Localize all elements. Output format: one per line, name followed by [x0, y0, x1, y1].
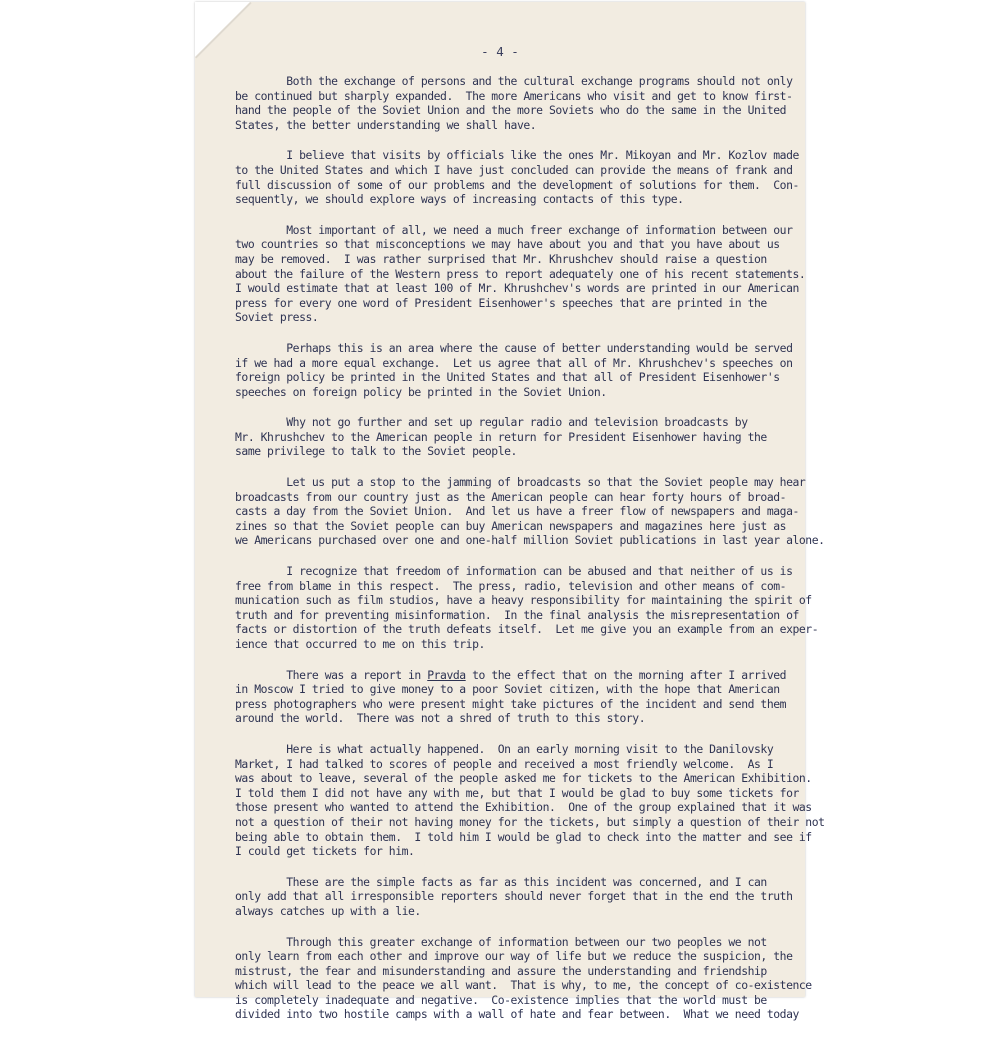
paragraph — [235, 475, 825, 548]
text-line: Market, I had talked to scores of people and received a most friendly welcome. As I — [235, 756, 774, 771]
text-line: those present who wanted to attend the Exhibition. One of the group explained that it was — [235, 800, 812, 815]
text-line: about the failure of the Western press to report adequately one of his recent statements. — [235, 266, 806, 281]
text-line: hand the people of the Soviet Union and the more Soviets who do the same in the United — [235, 103, 787, 118]
text-line: press photographers who were present might take pictures of the incident and send them — [235, 696, 787, 711]
text-line: is completely inadequate and negative. Co-existence implies that the world must be — [235, 992, 767, 1007]
text-line: only add that all irresponsible reporters should never forget that in the end the truth — [235, 889, 793, 904]
text-line: There was a report in Pravda to the effect that on the morning after I arrived — [235, 667, 787, 682]
text-line: may be removed. I was rather surprised that Mr. Khrushchev should raise a question — [235, 251, 767, 266]
paragraph — [235, 415, 795, 459]
text-line: not a question of their not having money for the tickets, but simply a question of their not — [235, 814, 825, 829]
text-line: Perhaps this is an area where the cause of better understanding would be served — [235, 340, 793, 355]
paragraph — [235, 148, 799, 207]
text-line: always catches up with a lie. — [235, 903, 421, 918]
text-line: full discussion of some of our problems and the development of solutions for them. Con- — [235, 177, 799, 192]
text-line: Both the exchange of persons and the cultural exchange programs should not only — [235, 74, 793, 88]
text-line: I would estimate that at least 100 of Mr. Khrushchev's words are printed in our American — [235, 281, 799, 296]
text-line: I believe that visits by officials like the ones Mr. Mikoyan and Mr. Kozlov made — [235, 148, 799, 163]
text-line: facts or distortion of the truth defeats itself. Let me give you an example from an exper- — [235, 622, 819, 637]
text-line: press for every one word of President Eisenhower's speeches that are printed in the — [235, 295, 767, 310]
text-line: truth and for preventing misinformation. In the final analysis the misrepresentation of — [235, 607, 799, 622]
paragraph — [235, 934, 812, 1023]
paragraph — [235, 875, 795, 919]
paragraph — [235, 564, 819, 652]
paragraph — [235, 741, 825, 859]
text-line: we Americans purchased over one and one-half million Soviet publications in last year alone. — [235, 533, 825, 548]
text-line: I could get tickets for him. — [235, 844, 415, 859]
text-line: if we had a more equal exchange. Let us agree that all of Mr. Khrushchev's speeches on — [235, 355, 793, 370]
document-body — [235, 74, 825, 1038]
text-line: only learn from each other and improve our way of life but we reduce the suspicion, the — [235, 949, 793, 964]
text-line: Mr. Khrushchev to the American people in return for President Eisenhower having the — [235, 429, 767, 444]
text-line: casts a day from the Soviet Union. And let us have a freer flow of newspapers and maga- — [235, 504, 799, 519]
text-line: Why not go further and set up regular radio and television broadcasts by — [235, 415, 748, 430]
text-line: speeches on foreign policy be printed in the Soviet Union. — [235, 384, 607, 399]
paragraph — [235, 668, 795, 726]
text-line: These are the simple facts as far as this incident was concerned, and I can — [235, 874, 767, 889]
text-line: Let us put a stop to the jamming of broadcasts so that the Soviet people may hear — [235, 475, 806, 490]
text-line: I told them I did not have any with me, but that I would be glad to buy some tickets for — [235, 785, 799, 800]
text-line: was about to leave, several of the people asked me for tickets to the American Exhibition. — [235, 771, 812, 786]
text-line: foreign policy be printed in the United States and that all of President Eisenhower's — [235, 370, 780, 385]
text-line: to the United States and which I have just concluded can provide the means of frank and — [235, 162, 793, 177]
text-line: States, the better understanding we shall have. — [235, 117, 537, 132]
page-number: - 4 - — [481, 44, 519, 59]
text-line: zines so that the Soviet people can buy American newspapers and magazines here just as — [235, 518, 787, 533]
text-line: free from blame in this respect. The press, radio, television and other means of com- — [235, 578, 787, 593]
paragraph — [235, 222, 806, 325]
text-line: around the world. There was not a shred of truth to this story. — [235, 711, 646, 726]
text-line: broadcasts from our country just as the American people can hear forty hours of broad- — [235, 489, 787, 504]
paragraph — [235, 74, 795, 132]
text-line: Most important of all, we need a much freer exchange of information between our — [235, 222, 793, 237]
text-line: Here is what actually happened. On an early morning visit to the Danilovsky — [235, 741, 774, 756]
underlined-word: Pravda — [427, 667, 466, 682]
text-line: mistrust, the fear and misunderstanding and assure the understanding and friendship — [235, 963, 767, 978]
text-line: sequently, we should explore ways of increasing contacts of this type. — [235, 192, 684, 207]
text-line: Soviet press. — [235, 310, 319, 325]
paragraph — [235, 341, 795, 399]
text-line: being able to obtain them. I told him I would be glad to check into the matter and see if — [235, 829, 812, 844]
text-line: same privilege to talk to the Soviet people. — [235, 444, 517, 459]
text-line: which will lead to the peace we all want. That is why, to me, the concept of co-existence — [235, 978, 812, 993]
text-line: Through this greater exchange of information between our two peoples we not — [235, 934, 767, 949]
text-line: divided into two hostile camps with a wall of hate and fear between. What we need today — [235, 1007, 799, 1022]
text-line: in Moscow I tried to give money to a poor Soviet citizen, with the hope that American — [235, 682, 780, 697]
text-line: be continued but sharply expanded. The more Americans who visit and get to know first- — [235, 88, 793, 103]
text-line: ience that occurred to me on this trip. — [235, 637, 485, 651]
text-line: munication such as film studios, have a heavy responsibility for maintaining the spirit of — [235, 593, 812, 608]
text-line: I recognize that freedom of information can be abused and that neither of us is — [235, 564, 793, 579]
document-page — [195, 2, 825, 1022]
text-line: two countries so that misconceptions we may have about you and that you have about us — [235, 237, 780, 252]
